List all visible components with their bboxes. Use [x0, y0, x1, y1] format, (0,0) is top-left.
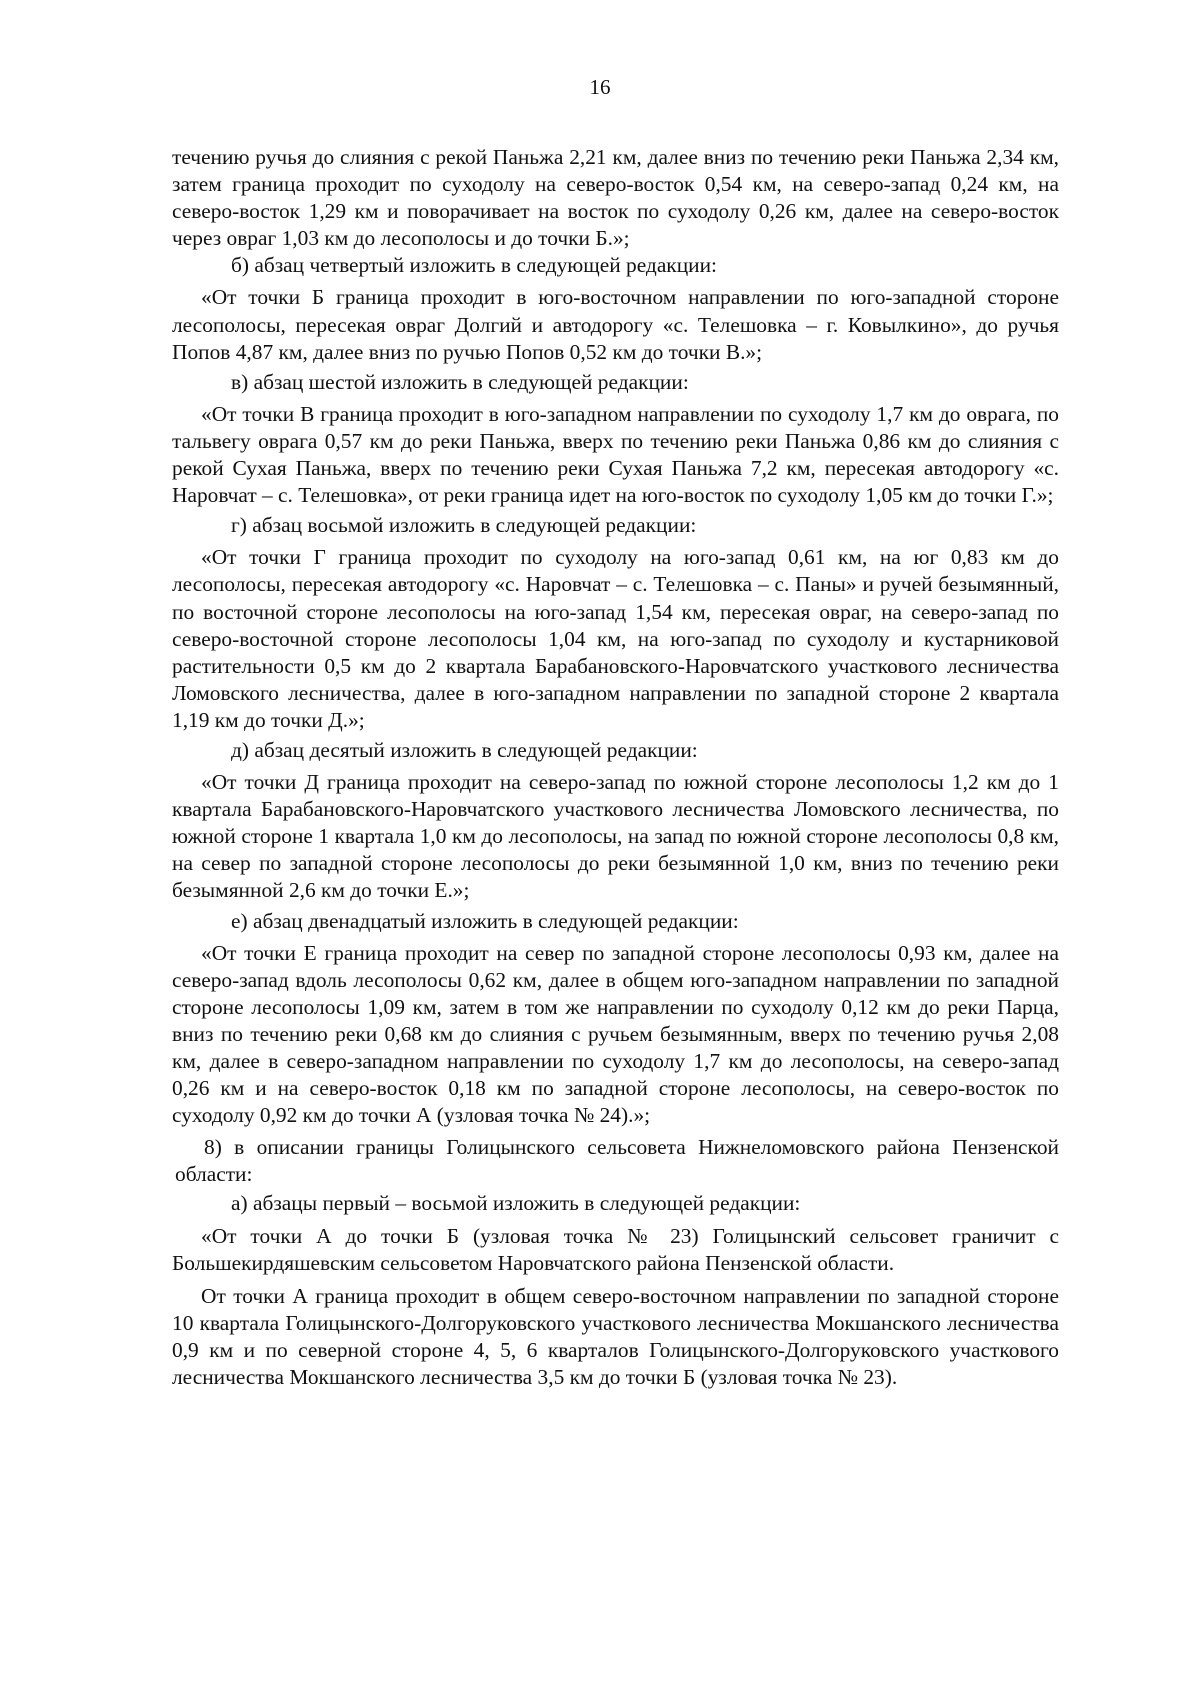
- quoted-paragraph-b: «От точки Б граница проходит в юго-восточном направлении по юго-западной стороне лесополосы, пересекая овраг Долгий и автодорогу «с. Телешовка – г. Ковылкино», до ручья Попов 4,87 км, далее вниз по ручью Попов 0,52 км до точки В.»;: [172, 285, 1059, 364]
- subitem-e-heading: е) абзац двенадцатый изложить в следующей редакции:: [231, 908, 739, 933]
- page-number: 16: [589, 75, 611, 99]
- subitem-b-heading: б) абзац четвертый изложить в следующей редакции:: [231, 253, 717, 278]
- quoted-paragraph-v: «От точки В граница проходит в юго-западном направлении по суходолу 1,7 км до оврага, по тальвегу оврага 0,57 км до реки Паньжа, вверх по течению реки Паньжа 0,86 км до слияния с рекой Сухая Паньжа, вверх по течению реки Сухая Паньжа 7,2 км, пересекая автодорогу «с. Наровчат – с. Телешовка», от реки граница идет на юго-восток по суходолу 1,05 км до точки Г.»;: [172, 401, 1059, 508]
- subitem-g-heading: г) абзац восьмой изложить в следующей редакции:: [231, 513, 697, 538]
- subitem-d-heading: д) абзац десятый изложить в следующей редакции:: [231, 737, 698, 762]
- quoted-paragraph-d: «От точки Д граница проходит на северо-запад по южной стороне лесополосы 1,2 км до 1 квартала Барабановского-Наровчатского участкового лесничества Ломовского лесничества, по южной стороне 1 квартала 1,0 км до лесополосы, на запад по южной стороне лесополосы 0,8 км, на север по западной стороне лесополосы до реки безымянной 1,0 км, вниз по течению реки безымянной 2,6 км до точки Е.»;: [172, 770, 1059, 903]
- subitem-v-heading: в) абзац шестой изложить в следующей редакции:: [231, 369, 689, 394]
- boundary-paragraph: От точки А граница проходит в общем северо-восточном направлении по западной стороне 10 квартала Голицынского-Долгоруковского участкового лесничества Мокшанского лесничества 0,9 км и по северной стороне 4, 5, 6 кварталов Голицынского-Долгоруковского участкового лесничества Мокшанского лесничества 3,5 км до точки Б (узловая точка № 23).: [172, 1283, 1059, 1390]
- paragraph-continuation: течению ручья до слияния с рекой Паньжа 2,21 км, далее вниз по течению реки Паньжа 2,34 км, затем граница проходит по суходолу на северо-восток 0,54 км, на северо-запад 0,24 км, на северо-восток 1,29 км и поворачивает на восток по суходолу 0,26 км, далее на северо-восток через овраг 1,03 км до лесополосы и до точки Б.»;: [172, 145, 1059, 251]
- subitem-a-heading: а) абзацы первый – восьмой изложить в следующей редакции:: [231, 1191, 801, 1216]
- item-8-heading: 8) в описании границы Голицынского сельсовета Нижнеломовского района Пензенской области:: [175, 1135, 1059, 1187]
- quoted-paragraph-e: «От точки Е граница проходит на север по западной стороне лесополосы 0,93 км, далее на северо-запад вдоль лесополосы 0,62 км, далее в общем юго-западном направлении по западной стороне лесополосы 1,09 км, затем в том же направлении по суходолу 0,12 км до реки Парца, вниз по течению реки 0,68 км до слияния с ручьем безымянным, вверх по течению ручья 2,08 км, далее в северо-западном направлении по суходолу 1,7 км до лесополосы, на северо-запад 0,26 км и на северо-восток 0,18 км по западной стороне лесополосы, на северо-восток по суходолу 0,92 км до точки А (узловая точка № 24).»;: [172, 940, 1059, 1128]
- quoted-paragraph-a: «От точки А до точки Б (узловая точка № 23) Голицынский сельсовет граничит с Большекирдяшевским сельсоветом Наровчатского района Пензенской области.: [172, 1223, 1059, 1275]
- quoted-paragraph-g: «От точки Г граница проходит по суходолу на юго-запад 0,61 км, на юг 0,83 км до лесополосы, пересекая автодорогу «с. Наровчат – с. Телешовка – с. Паны» и ручей безымянный, по восточной стороне лесополосы на юго-запад 1,54 км, пересекая овраг, на северо-запад по северо-восточной стороне лесополосы 1,04 км, на юго-запад по суходолу и кустарниковой растительности 0,5 км до 2 квартала Барабановского-Наровчатского участкового лесничества Ломовского лесничества, далее в юго-западном направлении по западной стороне 2 квартала 1,19 км до точки Д.»;: [172, 545, 1059, 732]
- document-body: [172, 144, 1059, 1391]
